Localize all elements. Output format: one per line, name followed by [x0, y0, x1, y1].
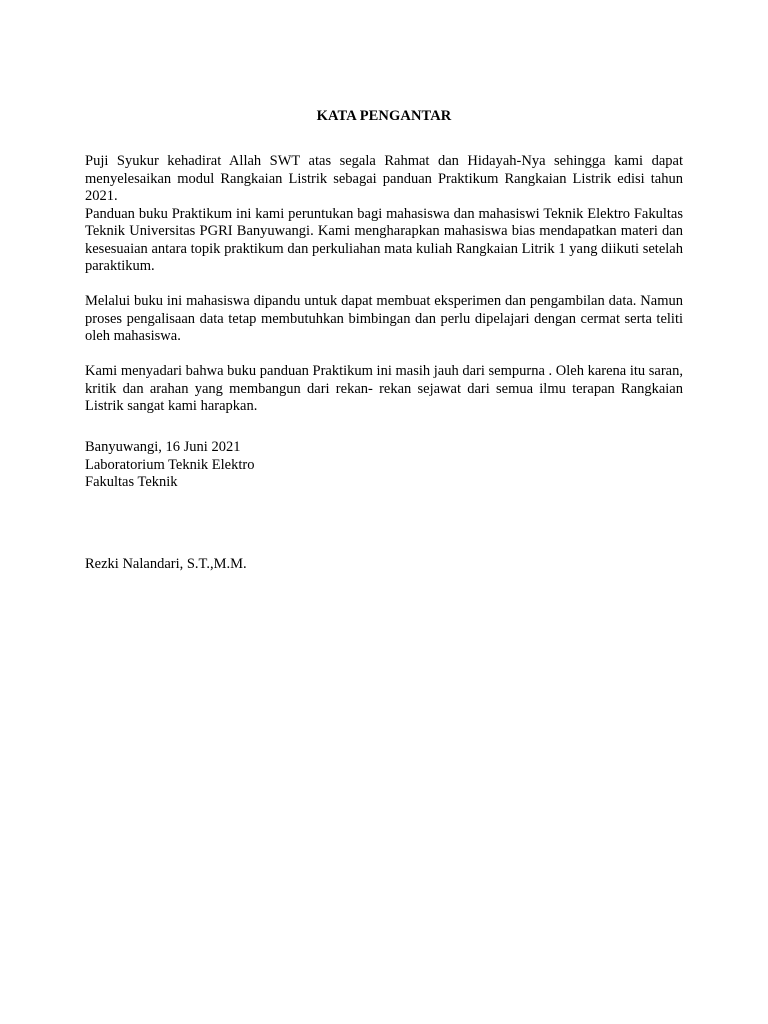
institution-name: Laboratorium Teknik Elektro: [85, 456, 255, 473]
place-date: Banyuwangi, 16 Juni 2021: [85, 439, 241, 455]
paragraph-method: Melalui buku ini mahasiswa dipandu untuk dapat membuat eksperimen dan pengambilan data. Namun proses pengalisaan data tetap membutuhkan bimbingan dan perlu dipelajari dengan cermat serta teliti oleh mahasiswa.: [85, 293, 683, 344]
paragraph-purpose: Panduan buku Praktikum ini kami peruntukan bagi mahasiswa dan mahasiswi Teknik Elektro Fakultas Teknik Universitas PGRI Banyuwangi. Kami mengharapkan mahasiswa bias mendapatkan materi dan kesesuaian antara topik praktikum dan perkuliahan mata kuliah Rangkaian Litrik 1 yang diikuti setelah paraktikum.: [85, 205, 683, 274]
signature-block: [85, 439, 254, 492]
paragraph-spacer: [85, 276, 683, 294]
paragraph-opening: Puji Syukur kehadirat Allah SWT atas segala Rahmat dan Hidayah-Nya sehingga kami dapat menyelesaikan modul Rangkaian Listrik sebagai panduan Praktikum Rangkaian Listrik edisi tahun 2021.: [85, 153, 683, 204]
paragraph-closing: Kami menyadari bahwa buku panduan Praktikum ini masih jauh dari sempurna . Oleh karena itu saran, kritik dan arahan yang membangun dari rekan- rekan sejawat dari semua ilmu terapan Rangkaian Listrik sangat kami harapkan.: [85, 363, 683, 414]
paragraph-spacer: [85, 346, 683, 364]
signer-name: Rezki Nalandari, S.T.,M.M.: [85, 556, 247, 572]
document-body: [85, 153, 683, 416]
faculty-name: Fakultas Teknik: [85, 474, 178, 490]
page-title: KATA PENGANTAR: [316, 108, 452, 124]
